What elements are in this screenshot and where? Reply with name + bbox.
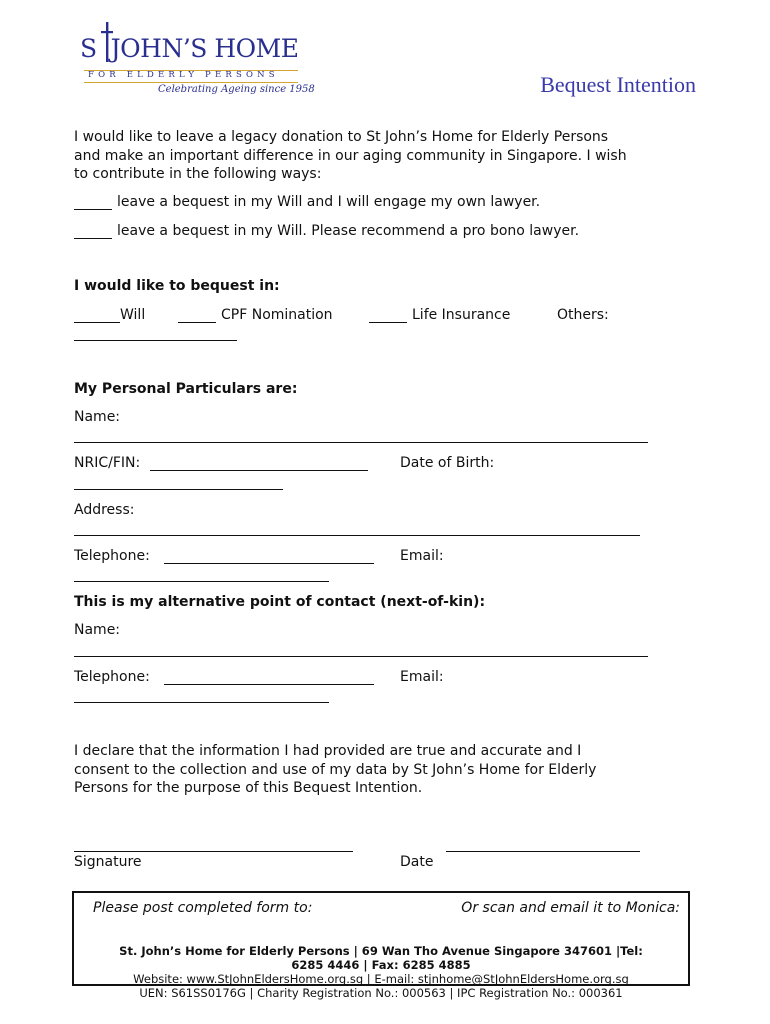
signature-label: Signature [74, 854, 142, 870]
insurance-label: Life Insurance [412, 307, 511, 323]
name-field[interactable] [74, 442, 648, 443]
footer-box [72, 891, 690, 986]
bequest-heading: I would like to bequest in: [74, 278, 280, 294]
dob-label: Date of Birth: [400, 455, 495, 471]
dob-field[interactable] [74, 489, 283, 490]
name-label: Name: [74, 409, 121, 425]
option1-blank[interactable] [74, 209, 112, 210]
footer-address-line: 6285 4446 | Fax: 6285 4885 [291, 958, 471, 972]
declaration-line: Persons for the purpose of this Bequest Intention. [74, 780, 423, 796]
alternative-heading: This is my alternative point of contact (next-of-kin): [74, 594, 486, 610]
post-label: Please post completed form to: [93, 900, 313, 916]
address-label: Address: [74, 502, 135, 518]
declaration-line: I declare that the information I had provided are true and accurate and I [74, 743, 582, 759]
option2-blank[interactable] [74, 238, 112, 239]
particulars-heading: My Personal Particulars are: [74, 381, 298, 397]
date-label: Date [400, 854, 434, 870]
alt-telephone-label: Telephone: [74, 669, 150, 685]
alt-email-field[interactable] [74, 702, 329, 703]
email-label: Email: [400, 548, 444, 564]
logo-wordmark: S JOHN’S HOME [80, 34, 299, 63]
logo-rule-bottom [84, 82, 298, 83]
nric-field[interactable] [150, 470, 368, 471]
footer-website: Website: www.StJohnEldersHome.org.sg | E-mail: stjnhome@StJohnEldersHome.org.sg [133, 972, 629, 986]
cpf-blank[interactable] [178, 322, 216, 323]
intro-line: I would like to leave a legacy donation to St John’s Home for Elderly Persons [74, 129, 609, 145]
alt-name-field[interactable] [74, 656, 648, 657]
declaration-line: consent to the collection and use of my data by St John’s Home for Elderly [74, 761, 597, 778]
page-title: Bequest Intention [540, 72, 696, 97]
insurance-blank[interactable] [369, 322, 407, 323]
alt-name-label: Name: [74, 622, 121, 638]
option2-text: leave a bequest in my Will. Please recommend a pro bono lawyer. [117, 223, 580, 239]
intro-line: to contribute in the following ways: [74, 166, 322, 182]
others-blank[interactable] [74, 340, 237, 341]
telephone-field[interactable] [164, 563, 374, 564]
will-blank[interactable] [74, 322, 120, 323]
logo-tagline: Celebrating Ageing since 1958 [158, 84, 315, 95]
alt-email-label: Email: [400, 669, 444, 685]
logo [80, 22, 315, 100]
footer-registration: UEN: S61SS0176G | Charity Registration No.: 000563 | IPC Registration No.: 000361 [139, 986, 623, 1000]
address-field[interactable] [74, 535, 640, 536]
intro-line: and make an important difference in our aging community in Singapore. I wish [74, 147, 627, 164]
others-label: Others: [557, 307, 609, 323]
date-field[interactable] [446, 851, 640, 852]
cross-icon [101, 22, 113, 62]
footer-address [74, 944, 688, 972]
email-field[interactable] [74, 581, 329, 582]
logo-subtitle: FOR ELDERLY PERSONS [88, 70, 279, 80]
cpf-label: CPF Nomination [221, 307, 333, 323]
will-label: Will [120, 307, 146, 323]
alt-telephone-field[interactable] [164, 684, 374, 685]
declaration-paragraph [74, 742, 596, 798]
footer-address-line: St. John’s Home for Elderly Persons | 69 Wan Tho Avenue Singapore 347601 |Tel: [119, 944, 643, 958]
intro-paragraph [74, 128, 627, 184]
nric-label: NRIC/FIN: [74, 455, 141, 471]
option1-text: leave a bequest in my Will and I will engage my own lawyer. [117, 194, 541, 210]
telephone-label: Telephone: [74, 548, 150, 564]
signature-field[interactable] [74, 851, 353, 852]
scan-label: Or scan and email it to Monica: [461, 900, 680, 916]
